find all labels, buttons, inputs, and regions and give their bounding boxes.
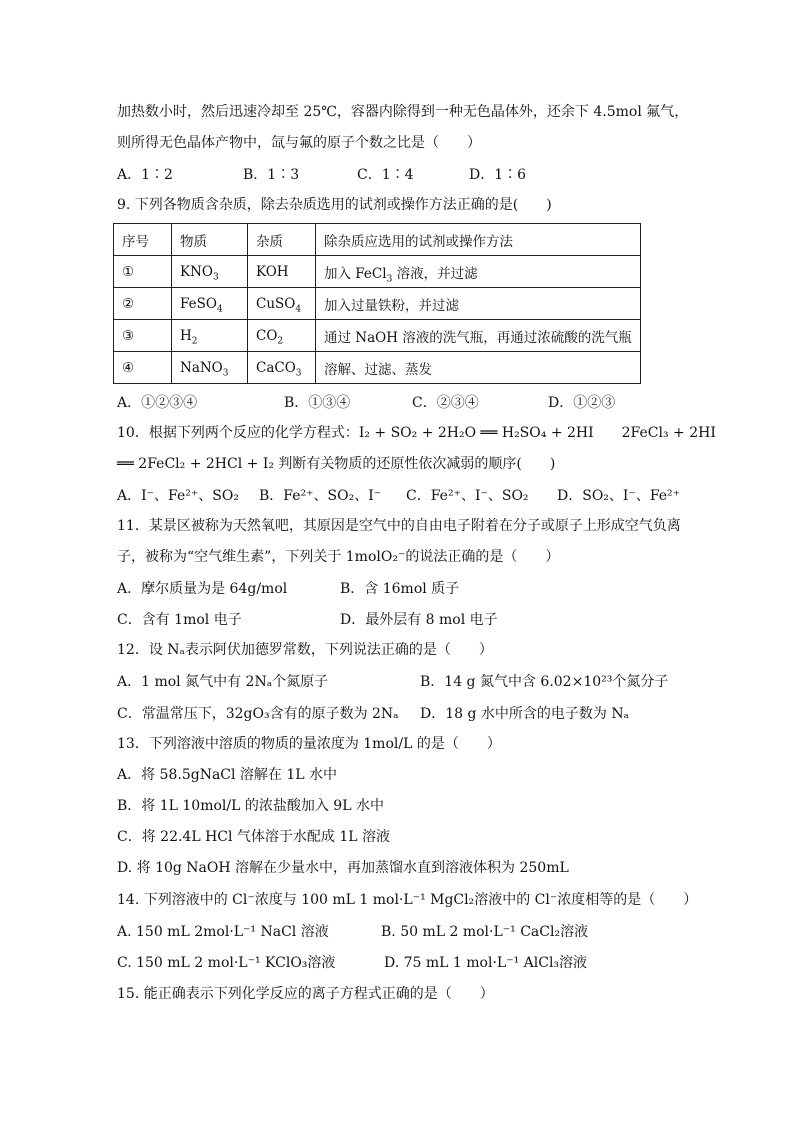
row-method: 溶解、过滤、蒸发 bbox=[316, 352, 641, 384]
q10-option-a: A．I⁻、Fe²⁺、SO₂ bbox=[117, 488, 239, 504]
table-row bbox=[114, 352, 641, 384]
q15-stem: 15. 能正确表示下列化学反应的离子方程式正确的是（ ） bbox=[117, 986, 494, 1002]
q13-option-b: B．将 1L 10mol/L 的浓盐酸加入 9L 水中 bbox=[117, 798, 384, 814]
table-row bbox=[114, 256, 641, 288]
q9-table-header bbox=[114, 224, 641, 256]
q14-option-d: D. 75 mL 1 mol·L⁻¹ AlCl₃溶液 bbox=[384, 955, 588, 971]
q9-option-c: C．②③④ bbox=[412, 395, 479, 411]
row-method: 加入过量铁粉，并过滤 bbox=[316, 288, 641, 320]
q12-option-b: B．14 g 氮气中含 6.02×10²³个氮分子 bbox=[420, 674, 669, 690]
q11-option-c: C．含有 1mol 电子 bbox=[117, 612, 242, 628]
q12-stem: 12．设 Nₐ表示阿伏加德罗常数，下列说法正确的是（ ） bbox=[117, 642, 493, 658]
row-method: 加入 FeCl$_3$ 溶液，并过滤 bbox=[316, 256, 641, 288]
q9-option-a: A．①②③④ bbox=[117, 395, 198, 411]
q9-stem: 9. 下列各物质含杂质，除去杂质选用的试剂或操作方法正确的是( ) bbox=[117, 197, 552, 213]
q13-stem: 13．下列溶液中溶质的物质的量浓度为 1mol/L 的是（ ） bbox=[117, 736, 501, 752]
row-substance: $H_2$ bbox=[172, 320, 248, 352]
q9-table bbox=[113, 223, 641, 384]
table-row bbox=[114, 320, 641, 352]
row-no: ② bbox=[114, 288, 172, 320]
header-method: 除杂质应选用的试剂或操作方法 bbox=[316, 224, 641, 256]
q10-line-1: 10．根据下列两个反应的化学方程式：I₂ + SO₂ + 2H₂O ══ H₂SO₄ + 2HI 2FeCl₃ + 2HI bbox=[117, 425, 716, 441]
q12-option-d: D．18 g 水中所含的电子数为 Nₐ bbox=[420, 706, 630, 722]
q12-option-a: A．1 mol 氮气中有 2Nₐ个氮原子 bbox=[117, 674, 329, 690]
q13-option-a: A．将 58.5gNaCl 溶解在 1L 水中 bbox=[117, 767, 338, 783]
row-impurity: KOH bbox=[248, 256, 316, 288]
q12-option-c: C．常温常压下，32gO₃含有的原子数为 2Nₐ bbox=[117, 706, 399, 722]
row-no: ① bbox=[114, 256, 172, 288]
q14-stem: 14. 下列溶液中的 Cl⁻浓度与 100 mL 1 mol·L⁻¹ MgCl₂溶液中的 Cl⁻浓度相等的是（ ） bbox=[117, 892, 698, 908]
q10-line-2: ══ 2FeCl₂ + 2HCl + I₂ 判断有关物质的还原性依次减弱的顺序( ) bbox=[117, 456, 556, 472]
header-impurity: 杂质 bbox=[248, 224, 316, 256]
q11-option-b: B．含 16mol 质子 bbox=[340, 581, 460, 597]
q11-option-d: D．最外层有 8 mol 电子 bbox=[340, 612, 498, 628]
q11-line-2: 子，被称为“空气维生素”，下列关于 1molO₂⁻的说法正确的是（ ） bbox=[117, 549, 560, 565]
q11-line-1: 11．某景区被称为天然氧吧，其原因是空气中的自由电子附着在分子或原子上形成空气负离 bbox=[117, 518, 681, 534]
q9-option-d: D．①②③ bbox=[548, 395, 616, 411]
q14-option-b: B. 50 mL 2 mol·L⁻¹ CaCl₂溶液 bbox=[381, 924, 589, 940]
table-row bbox=[114, 288, 641, 320]
q14-option-a: A. 150 mL 2mol·L⁻¹ NaCl 溶液 bbox=[117, 924, 329, 940]
row-no: ④ bbox=[114, 352, 172, 384]
q8-option-d: D．1∶6 bbox=[469, 167, 527, 183]
q14-option-c: C. 150 mL 2 mol·L⁻¹ KClO₃溶液 bbox=[117, 955, 336, 971]
q13-option-d: D. 将 10g NaOH 溶解在少量水中，再加蒸馏水直到溶液体积为 250mL bbox=[117, 860, 569, 876]
q9-option-b: B．①③④ bbox=[284, 395, 351, 411]
q10-option-d: D．SO₂、I⁻、Fe²⁺ bbox=[557, 488, 681, 504]
intro-line-1: 加热数小时，然后迅速冷却至 25℃，容器内除得到一种无色晶体外，还余下 4.5mol 氟气， bbox=[117, 104, 689, 120]
q11-option-a: A．摩尔质量为是 64g/mol bbox=[117, 581, 288, 597]
row-impurity: $CO_2$ bbox=[248, 320, 316, 352]
row-substance: $KNO_3$ bbox=[172, 256, 248, 288]
row-impurity: CaCO$_3$ bbox=[248, 352, 316, 384]
row-no: ③ bbox=[114, 320, 172, 352]
q8-option-a: A．1∶2 bbox=[117, 167, 173, 183]
q10-option-c: C．Fe²⁺、I⁻、SO₂ bbox=[406, 488, 529, 504]
q8-option-c: C．1∶4 bbox=[357, 167, 414, 183]
row-impurity: CuSO$_4$ bbox=[248, 288, 316, 320]
intro-line-2: 则所得无色晶体产物中，氙与氟的原子个数之比是（ ） bbox=[117, 135, 481, 151]
header-substance: 物质 bbox=[172, 224, 248, 256]
header-no: 序号 bbox=[114, 224, 172, 256]
q8-option-b: B．1∶3 bbox=[243, 167, 300, 183]
row-substance: FeSO$_4$ bbox=[172, 288, 248, 320]
row-method: 通过 NaOH 溶液的洗气瓶，再通过浓硫酸的洗气瓶 bbox=[316, 320, 641, 352]
q10-option-b: B．Fe²⁺、SO₂、I⁻ bbox=[259, 488, 382, 504]
row-substance: NaNO$_3$ bbox=[172, 352, 248, 384]
q13-option-c: C．将 22.4L HCl 气体溶于水配成 1L 溶液 bbox=[117, 829, 391, 845]
